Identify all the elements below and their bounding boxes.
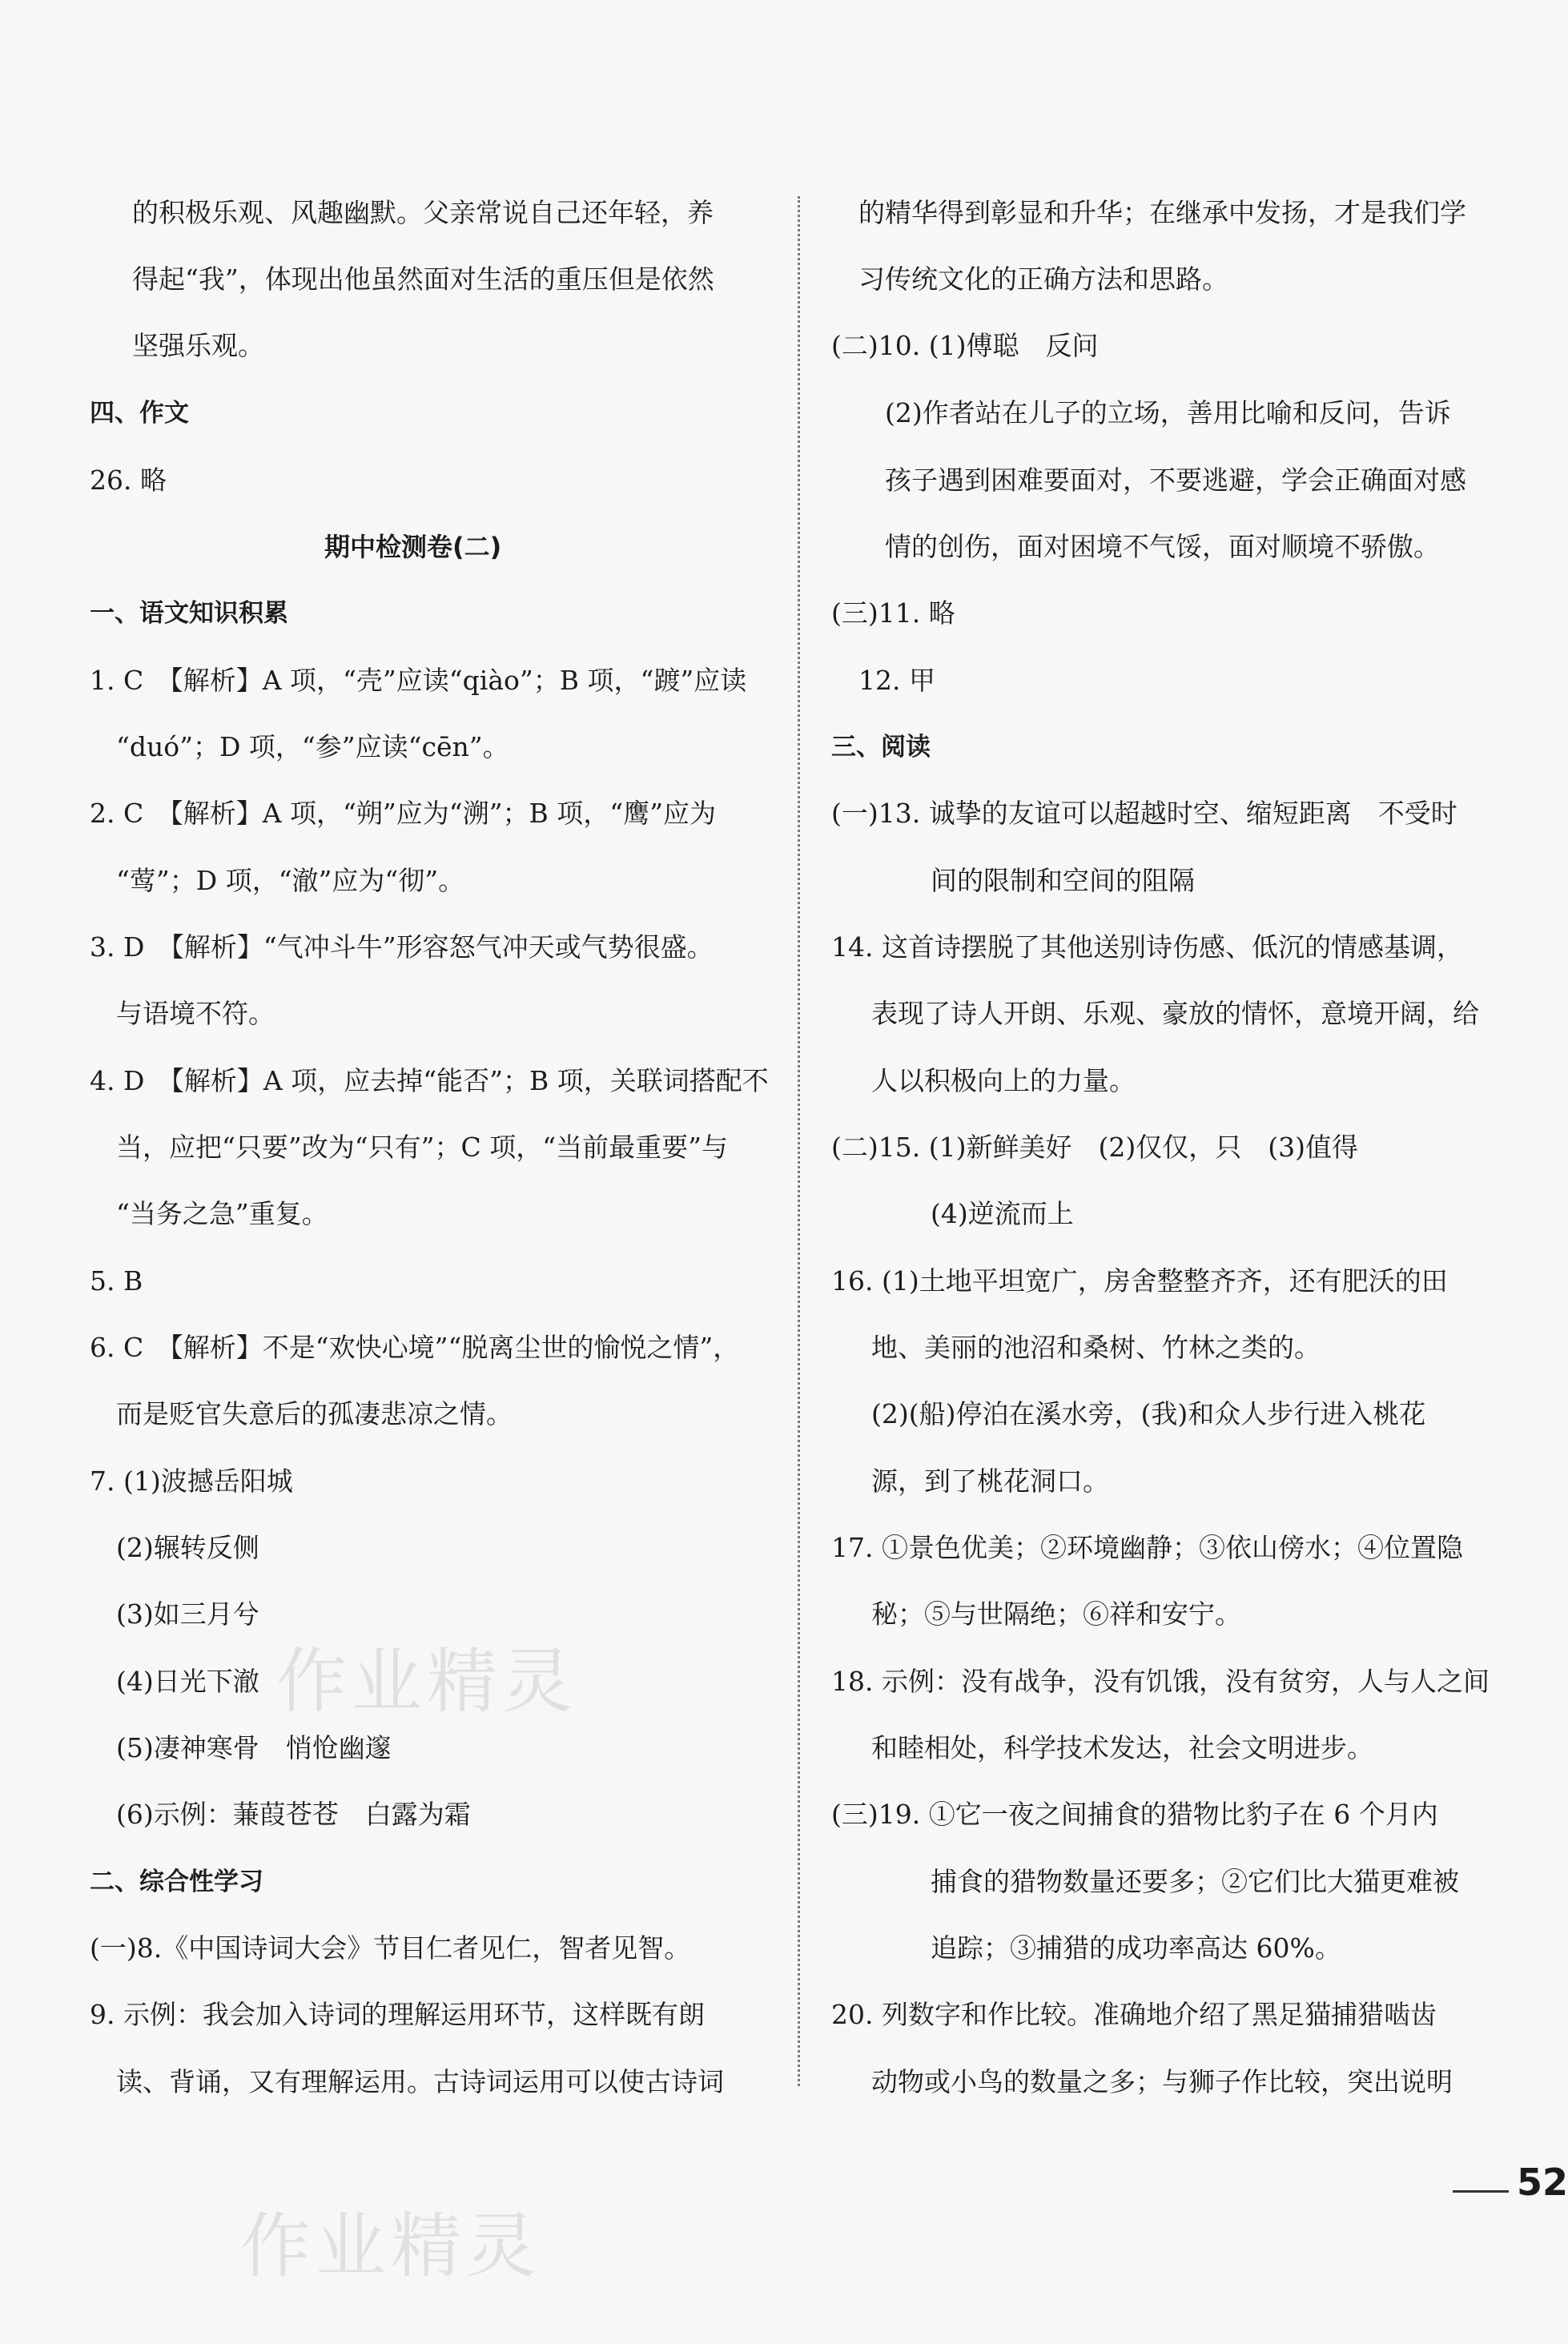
text-line: 当，应把“只要”改为“只有”；C 项，“当前最重要”与	[116, 1132, 728, 1163]
text-line: (2)(船)停泊在溪水旁，(我)和众人步行进入桃花	[871, 1398, 1426, 1429]
text-line: 18. 示例：没有战争，没有饥饿，没有贫穷，人与人之间	[831, 1666, 1490, 1697]
text-line: (4)日光下澈	[116, 1666, 259, 1697]
watermark: 作业精灵	[240, 2205, 542, 2287]
text-line: 源，到了桃花洞口。	[871, 1466, 1109, 1497]
text-line: 5. B	[90, 1265, 143, 1297]
text-line: 4. D 【解析】A 项，应去掉“能否”；B 项，关联词搭配不	[90, 1065, 769, 1096]
watermark: 作业精灵	[276, 1640, 578, 1723]
text-line: 捕食的猎物数量还要多；②它们比大猫更难被	[931, 1866, 1459, 1897]
text-line: (三)11. 略	[831, 597, 955, 629]
text-line: (二)10. (1)傅聪 反问	[831, 330, 1099, 361]
text-line: 12. 甲	[858, 665, 935, 696]
text-line: 表现了诗人开朗、乐观、豪放的情怀，意境开阔，给	[871, 998, 1479, 1029]
text-line: 20. 列数字和作比较。准确地介绍了黑足猫捕猎啮齿	[831, 1999, 1437, 2030]
text-line: 动物或小鸟的数量之多；与狮子作比较，突出说明	[871, 2066, 1453, 2097]
text-line: 秘；⑤与世隔绝；⑥祥和安宁。	[871, 1598, 1241, 1630]
text-line: (2)辗转反侧	[116, 1532, 259, 1563]
text-line: “duó”；D 项，“参”应读“cēn”。	[116, 731, 509, 762]
section-heading: 四、作文	[90, 399, 189, 428]
text-line: 得起“我”，体现出他虽然面对生活的重压但是依然	[132, 263, 714, 295]
text-line: (4)逆流而上	[931, 1198, 1074, 1229]
text-line: (2)作者站在儿子的立场，善用比喻和反问，告诉	[885, 397, 1451, 428]
text-line: (一)8.《中国诗词大会》节目仁者见仁，智者见智。	[90, 1932, 691, 1964]
text-line: 的积极乐观、风趣幽默。父亲常说自己还年轻，养	[132, 197, 714, 228]
text-line: 17. ①景色优美；②环境幽静；③依山傍水；④位置隐	[831, 1532, 1463, 1563]
text-line: 人以积极向上的力量。	[871, 1065, 1136, 1096]
section-heading: 二、综合性学习	[90, 1868, 263, 1896]
text-line: 16. (1)土地平坦宽广，房舍整整齐齐，还有肥沃的田	[831, 1265, 1448, 1297]
text-line: (3)如三月兮	[116, 1598, 259, 1630]
text-line: 9. 示例：我会加入诗词的理解运用环节，这样既有朗	[90, 1999, 705, 2030]
text-line: 而是贬官失意后的孤凄悲凉之情。	[116, 1398, 513, 1429]
text-line: 的精华得到彰显和升华；在继承中发扬，才是我们学	[858, 197, 1466, 228]
text-line: 6. C 【解析】不是“欢快心境”“脱离尘世的愉悦之情”，	[90, 1332, 740, 1363]
text-line: 情的创伤，面对困境不气馁，面对顺境不骄傲。	[885, 531, 1440, 562]
text-line: (一)13. 诚挚的友谊可以超越时空、缩短距离 不受时	[831, 798, 1457, 829]
text-line: 地、美丽的池沼和桑树、竹林之类的。	[871, 1332, 1321, 1363]
text-line: 习传统文化的正确方法和思路。	[858, 263, 1228, 295]
text-line: 和睦相处，科学技术发达，社会文明进步。	[871, 1732, 1373, 1763]
text-line: (5)凄神寒骨 悄怆幽邃	[116, 1732, 392, 1763]
text-line: 3. D 【解析】“气冲斗牛”形容怒气冲天或气势很盛。	[90, 931, 714, 963]
text-line: 间的限制和空间的阻隔	[931, 865, 1195, 896]
text-line: 1. C 【解析】A 项，“壳”应读“qiào”；B 项，“踱”应读	[90, 665, 747, 696]
text-line: 坚强乐观。	[132, 330, 264, 361]
text-line: 孩子遇到困难要面对，不要逃避，学会正确面对感	[885, 464, 1466, 496]
text-line: 读、背诵，又有理解运用。古诗词运用可以使古诗词	[116, 2066, 724, 2097]
text-line: “莺”；D 项，“澈”应为“彻”。	[116, 865, 465, 896]
text-line: 与语境不符。	[116, 998, 275, 1029]
text-line: (二)15. (1)新鲜美好 (2)仅仅，只 (3)值得	[831, 1132, 1358, 1163]
text-line: 7. (1)波撼岳阳城	[90, 1466, 293, 1497]
page-number: 52	[1517, 2161, 1568, 2204]
text-line: 2. C 【解析】A 项，“朔”应为“溯”；B 项，“鹰”应为	[90, 798, 717, 829]
text-line: (三)19. ①它一夜之间捕食的猎物比豹子在 6 个月内	[831, 1799, 1438, 1830]
section-heading: 一、语文知识积累	[90, 599, 288, 628]
text-line: (6)示例：蒹葭苍苍 白露为霜	[116, 1799, 471, 1830]
column-divider	[798, 196, 800, 2086]
text-line: 26. 略	[90, 464, 167, 496]
text-line: “当务之急”重复。	[116, 1198, 328, 1229]
page-number-rule	[1453, 2190, 1509, 2193]
section-heading: 三、阅读	[831, 733, 931, 762]
exam-title: 期中检测卷(二)	[324, 532, 502, 562]
text-line: 追踪；③捕猎的成功率高达 60%。	[931, 1932, 1341, 1964]
text-line: 14. 这首诗摆脱了其他送别诗伤感、低沉的情感基调，	[831, 931, 1463, 963]
